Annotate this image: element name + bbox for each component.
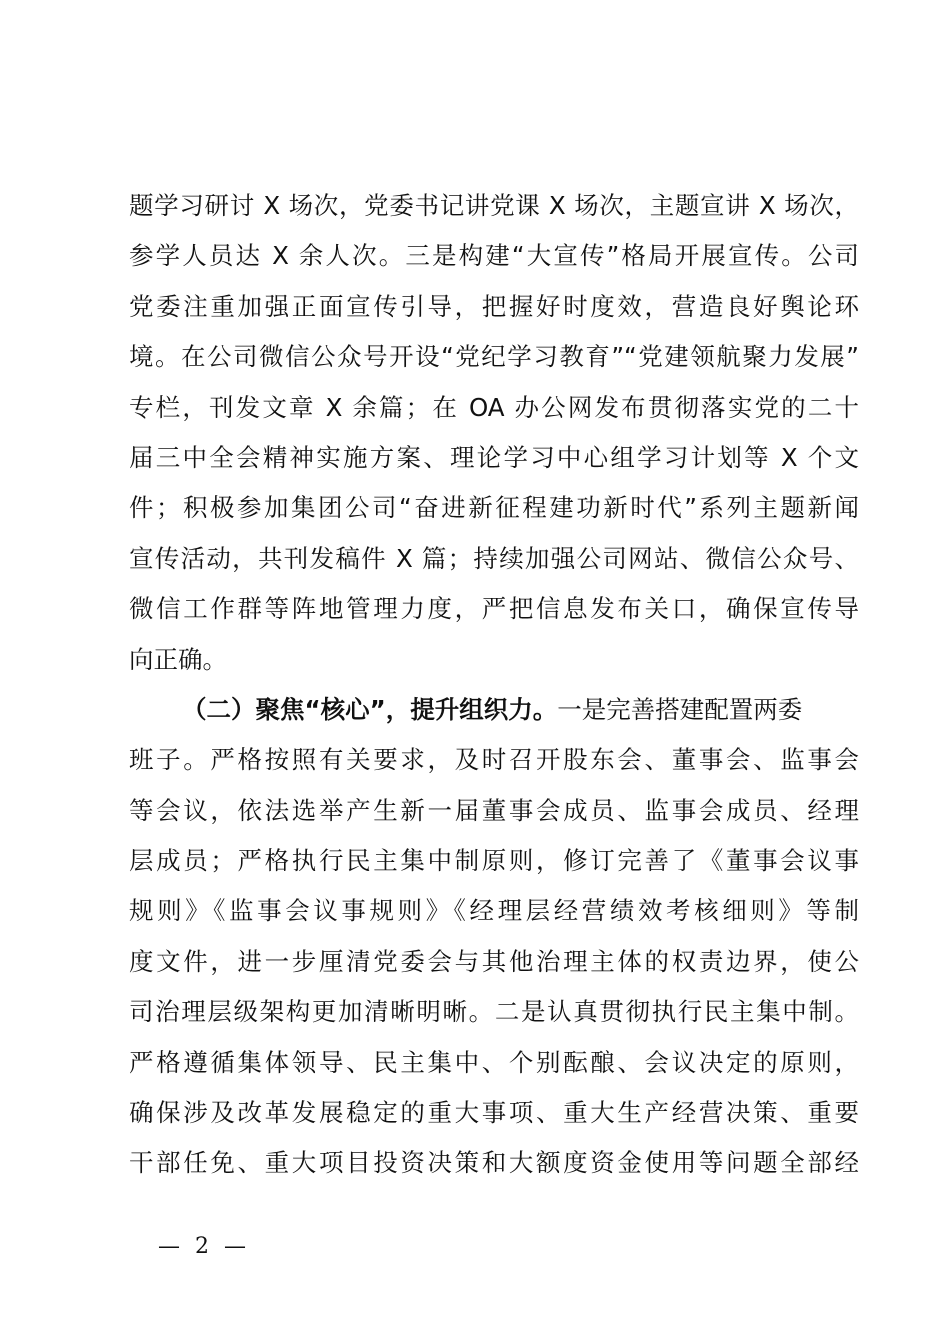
text-line: 境。在公司微信公众号开设“党纪学习教育”“党建领航聚力发展” <box>129 342 859 372</box>
text-line: 严格遵循集体领导、民主集中、个别酝酿、会议决定的原则， <box>129 1047 859 1077</box>
text-line: 度文件，进一步厘清党委会与其他治理主体的权责边界，使公 <box>129 946 859 976</box>
text-line: 专栏，刊发文章 X 余篇；在 OA 办公网发布贯彻落实党的二十 <box>129 392 859 422</box>
text-line: 微信工作群等阵地管理力度，严把信息发布关口，确保宣传导 <box>129 594 859 624</box>
text-line: 规则》《监事会议事规则》《经理层经营绩效考核细则》等制 <box>129 896 859 926</box>
text-line: 题学习研讨 X 场次，党委书记讲党课 X 场次，主题宣讲 X 场次， <box>129 191 859 220</box>
text-line: 等会议，依法选举产生新一届董事会成员、监事会成员、经理 <box>129 795 859 825</box>
text-line: 党委注重加强正面宣传引导，把握好时度效，营造良好舆论环 <box>129 291 859 321</box>
section-heading-rest: 一是完善搭建配置两委 <box>557 694 803 724</box>
section-heading: （二）聚焦“核心”，提升组织力。 <box>182 694 558 724</box>
text-line: 班子。严格按照有关要求，及时召开股东会、董事会、监事会 <box>129 745 859 775</box>
text-line: 确保涉及改革发展稳定的重大事项、重大生产经营决策、重要 <box>129 1098 859 1128</box>
body-text <box>129 181 859 1189</box>
text-line: 届三中全会精神实施方案、理论学习中心组学习计划等 X 个文 <box>129 442 859 472</box>
page-number: — 2 — <box>158 1234 250 1259</box>
section-heading-line <box>129 685 859 735</box>
text-line: 宣传活动，共刊发稿件 X 篇；持续加强公司网站、微信公众号、 <box>129 543 859 573</box>
text-line: 参学人员达 X 余人次。三是构建“大宣传”格局开展宣传。公司 <box>129 241 859 271</box>
text-line: 司治理层级架构更加清晰明晰。二是认真贯彻执行民主集中制。 <box>129 997 859 1027</box>
text-line: 干部任免、重大项目投资决策和大额度资金使用等问题全部经 <box>129 1148 859 1178</box>
text-line: 向正确。 <box>129 644 227 674</box>
text-line: 层成员；严格执行民主集中制原则，修订完善了《董事会议事 <box>129 846 859 876</box>
text-line: 件；积极参加集团公司“奋进新征程建功新时代”系列主题新闻 <box>129 493 859 523</box>
